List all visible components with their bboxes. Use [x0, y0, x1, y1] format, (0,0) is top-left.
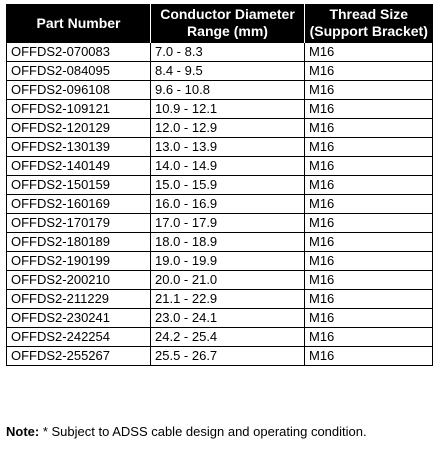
diameter-range-cell: 23.0 - 24.1	[151, 309, 305, 328]
part-number-cell: OFFDS2-070083	[7, 43, 151, 62]
diameter-range-cell: 17.0 - 17.9	[151, 214, 305, 233]
diameter-range-cell: 15.0 - 15.9	[151, 176, 305, 195]
table-row	[7, 100, 433, 119]
part-number-cell: OFFDS2-180189	[7, 233, 151, 252]
diameter-range-cell: 16.0 - 16.9	[151, 195, 305, 214]
thread-size-cell: M16	[305, 81, 433, 100]
table-row	[7, 328, 433, 347]
diameter-range-cell: 9.6 - 10.8	[151, 81, 305, 100]
thread-size-cell: M16	[305, 119, 433, 138]
table-row	[7, 138, 433, 157]
thread-size-cell: M16	[305, 309, 433, 328]
part-number-cell: OFFDS2-211229	[7, 290, 151, 309]
thread-size-cell: M16	[305, 290, 433, 309]
table-row	[7, 176, 433, 195]
table-row	[7, 309, 433, 328]
diameter-range-cell: 7.0 - 8.3	[151, 43, 305, 62]
diameter-range-cell: 24.2 - 25.4	[151, 328, 305, 347]
part-number-cell: OFFDS2-120129	[7, 119, 151, 138]
table-row	[7, 62, 433, 81]
table-row	[7, 252, 433, 271]
diameter-range-cell: 18.0 - 18.9	[151, 233, 305, 252]
thread-size-cell: M16	[305, 138, 433, 157]
header-conductor-diameter: Conductor Diameter Range (mm)	[151, 4, 305, 43]
part-number-cell: OFFDS2-230241	[7, 309, 151, 328]
diameter-range-cell: 10.9 - 12.1	[151, 100, 305, 119]
thread-size-cell: M16	[305, 157, 433, 176]
header-thread-size: Thread Size (Support Bracket)	[305, 4, 433, 43]
diameter-range-cell: 13.0 - 13.9	[151, 138, 305, 157]
part-number-cell: OFFDS2-242254	[7, 328, 151, 347]
thread-size-cell: M16	[305, 347, 433, 366]
part-number-cell: OFFDS2-255267	[7, 347, 151, 366]
part-number-cell: OFFDS2-096108	[7, 81, 151, 100]
thread-size-cell: M16	[305, 252, 433, 271]
table-row	[7, 290, 433, 309]
thread-size-cell: M16	[305, 214, 433, 233]
header-row	[7, 4, 433, 43]
table-row	[7, 347, 433, 366]
table-row	[7, 195, 433, 214]
diameter-range-cell: 8.4 - 9.5	[151, 62, 305, 81]
thread-size-cell: M16	[305, 62, 433, 81]
part-number-cell: OFFDS2-150159	[7, 176, 151, 195]
part-number-cell: OFFDS2-140149	[7, 157, 151, 176]
table-row	[7, 81, 433, 100]
table-body	[7, 43, 433, 366]
table-row	[7, 214, 433, 233]
note-text: * Subject to ADSS cable design and operating condition.	[39, 424, 367, 439]
table-row	[7, 43, 433, 62]
part-number-cell: OFFDS2-109121	[7, 100, 151, 119]
table-header	[7, 4, 433, 43]
thread-size-cell: M16	[305, 195, 433, 214]
spec-table	[6, 4, 433, 366]
diameter-range-cell: 14.0 - 14.9	[151, 157, 305, 176]
thread-size-cell: M16	[305, 328, 433, 347]
part-number-cell: OFFDS2-200210	[7, 271, 151, 290]
part-number-cell: OFFDS2-130139	[7, 138, 151, 157]
footnote	[6, 424, 367, 440]
thread-size-cell: M16	[305, 43, 433, 62]
part-number-cell: OFFDS2-084095	[7, 62, 151, 81]
table-row	[7, 157, 433, 176]
thread-size-cell: M16	[305, 176, 433, 195]
diameter-range-cell: 25.5 - 26.7	[151, 347, 305, 366]
diameter-range-cell: 19.0 - 19.9	[151, 252, 305, 271]
thread-size-cell: M16	[305, 100, 433, 119]
thread-size-cell: M16	[305, 271, 433, 290]
part-number-cell: OFFDS2-170179	[7, 214, 151, 233]
table-row	[7, 233, 433, 252]
table-row	[7, 271, 433, 290]
table-row	[7, 119, 433, 138]
diameter-range-cell: 21.1 - 22.9	[151, 290, 305, 309]
part-number-cell: OFFDS2-160169	[7, 195, 151, 214]
thread-size-cell: M16	[305, 233, 433, 252]
part-number-cell: OFFDS2-190199	[7, 252, 151, 271]
header-part-number: Part Number	[7, 4, 151, 43]
note-label: Note:	[6, 424, 40, 439]
diameter-range-cell: 12.0 - 12.9	[151, 119, 305, 138]
diameter-range-cell: 20.0 - 21.0	[151, 271, 305, 290]
